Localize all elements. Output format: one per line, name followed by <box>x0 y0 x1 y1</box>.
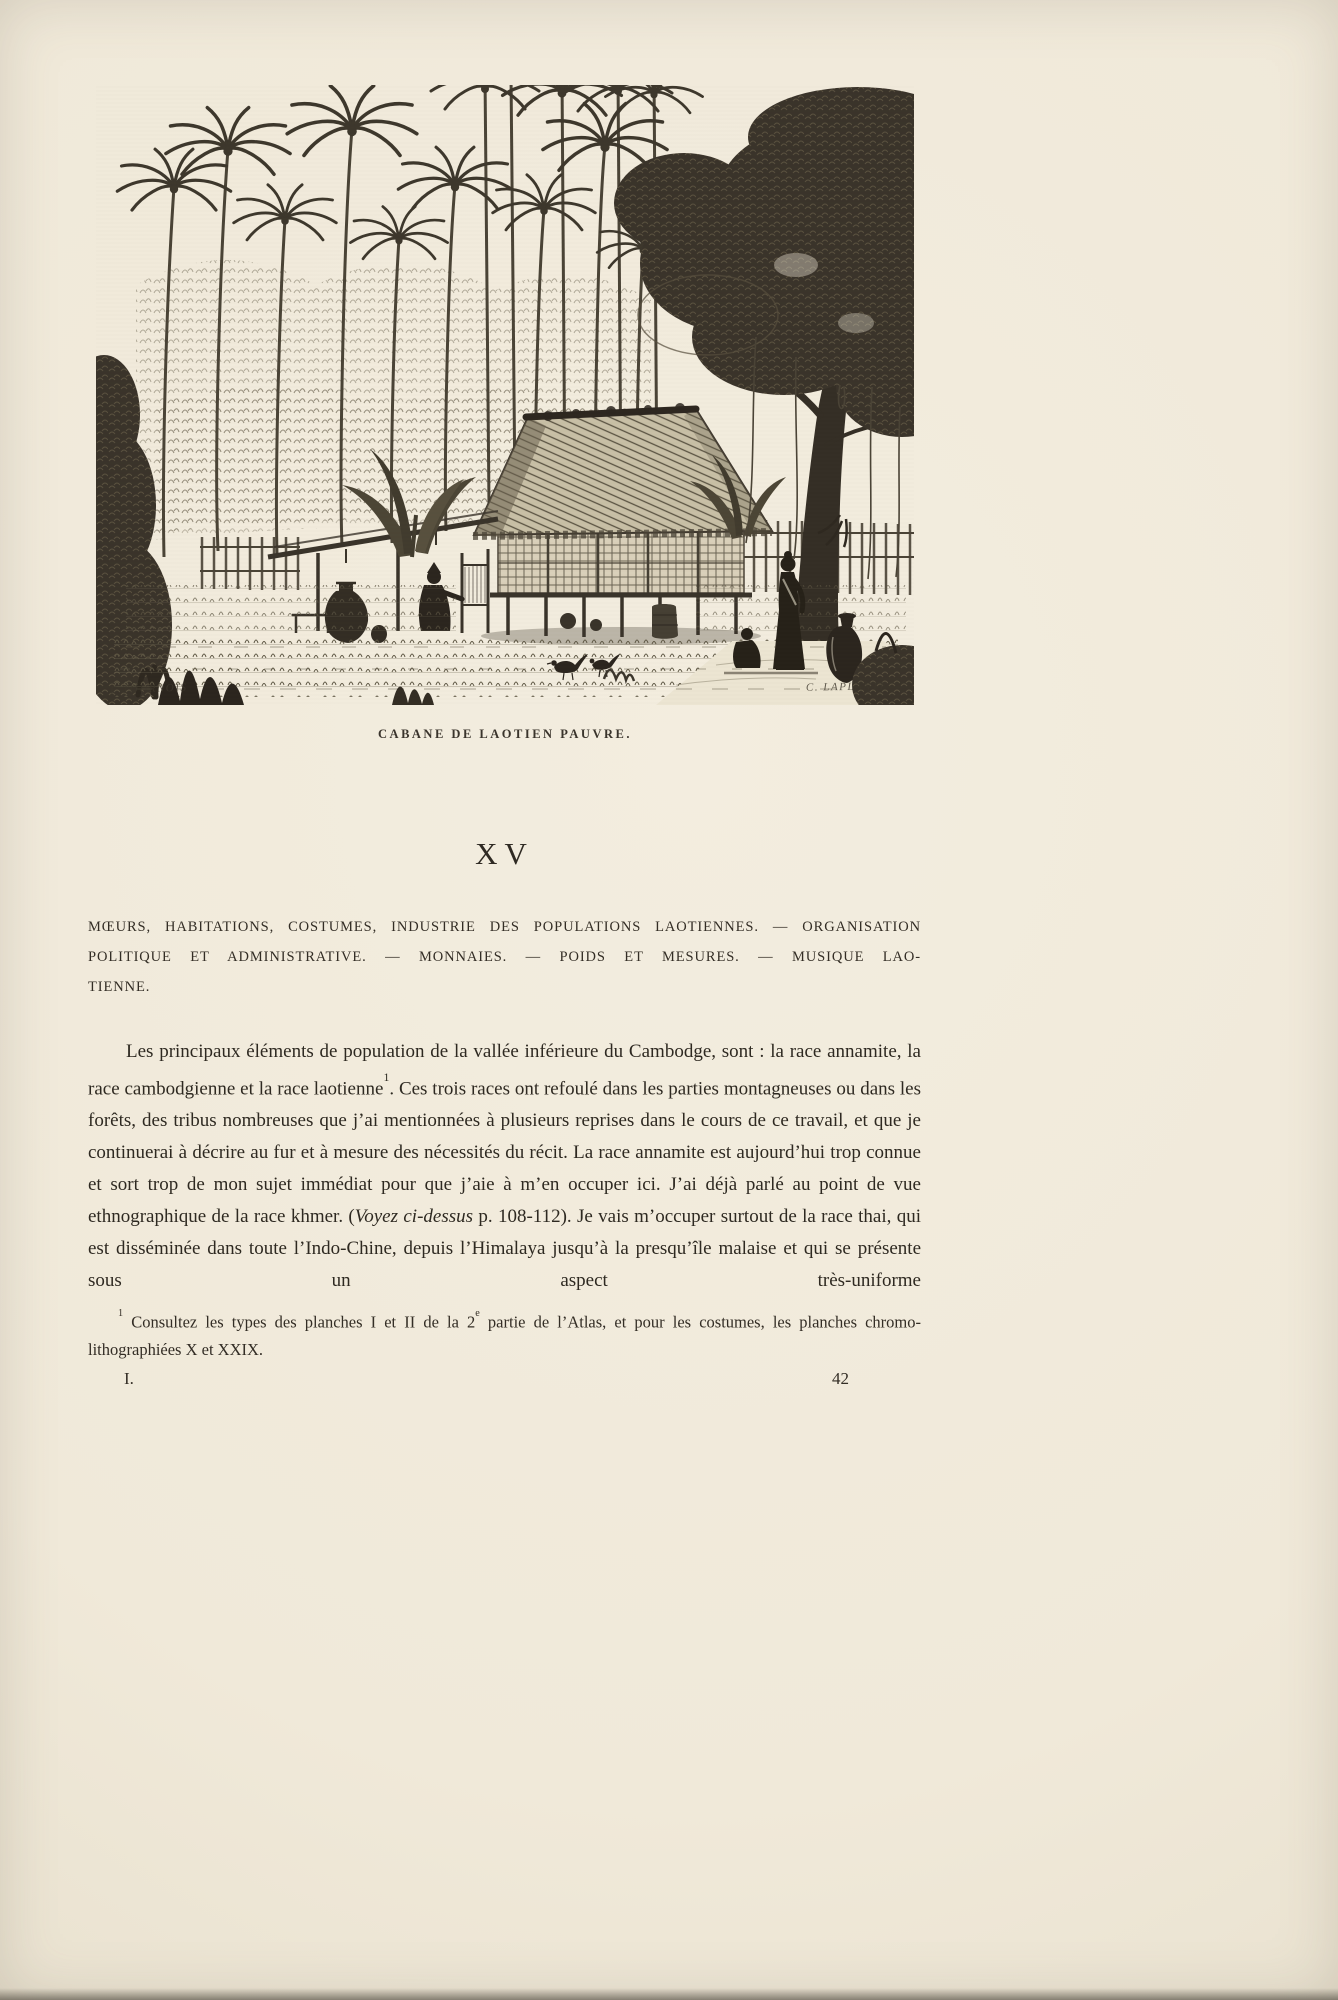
engraving-figure <box>96 85 914 742</box>
body-text-part2: . Ces trois races ont refoulé dans les parties montagneuses ou dans les forêts, des tribus nombreuses que j’ai mentionnées à plusieurs reprises dans le cours de ce travail, et que je continuerai à décrire au fur et à mesure des nécessités du récit. La race annamite est aujourd’hui trop connue et sort trop de mon sujet immédiat pour que j’aie à m’en occuper ici. J’ai déjà parlé au point de vue ethnographique de la race khmer. ( <box>88 1078 921 1228</box>
footnote-marker: 1 <box>118 1307 124 1319</box>
page-number: 42 <box>832 1368 849 1388</box>
page-footer <box>88 1369 921 1389</box>
page-content <box>88 0 921 1389</box>
summary-line: TIENNE. <box>88 979 151 995</box>
volume-signature-mark: I. <box>124 1368 134 1388</box>
artist-signature-right: C. LAPLANTE <box>805 680 889 694</box>
chapter-number: XV <box>475 836 534 871</box>
engraving-plate <box>96 85 914 705</box>
chapter-summary <box>88 912 921 1002</box>
footnote-text-part2: partie de l’Atlas, et pour les costumes, les planches chromo-lithographiées X et XXIX. <box>88 1312 921 1359</box>
body-text-part1: Les principaux éléments de population de la vallée inférieure du Cambodge, sont : la race annamite, la race cambodgienne et la race laotienne <box>88 1041 921 1100</box>
summary-line: MŒURS, HABITATIONS, COSTUMES, INDUSTRIE DES POPULATIONS LAOTIENNES. — ORGANISATION <box>88 919 921 935</box>
footnote-text-part1: Consultez les types des planches I et II de la 2 <box>131 1312 476 1332</box>
body-text-italic: Voyez ci-dessus <box>354 1206 474 1228</box>
footnote-ordinal: e <box>475 1307 480 1319</box>
body-paragraph <box>88 1036 921 1297</box>
engraving-illustration <box>96 85 914 705</box>
summary-line: POLITIQUE ET ADMINISTRATIVE. — MONNAIES. — POIDS ET MESURES. — MUSIQUE LAO- <box>88 949 921 965</box>
artist-signature-left: E.TOURNOIS <box>109 681 188 697</box>
footnote <box>88 1305 921 1363</box>
footnote-reference: 1 <box>383 1070 390 1084</box>
page-bottom-edge-shadow <box>0 1988 1338 2000</box>
body-text-part3: p. 108-112). Je vais m’occuper surtout de la race thai, qui est disséminée dans toute l’Indo-Chine, depuis l’Himalaya jusqu’à la presqu’île malaise et qui se présente sous un aspect très-uniforme <box>88 1206 921 1292</box>
illustration-caption: CABANE DE LAOTIEN PAUVRE. <box>378 727 632 741</box>
engraving-texture-overlay <box>96 85 914 705</box>
